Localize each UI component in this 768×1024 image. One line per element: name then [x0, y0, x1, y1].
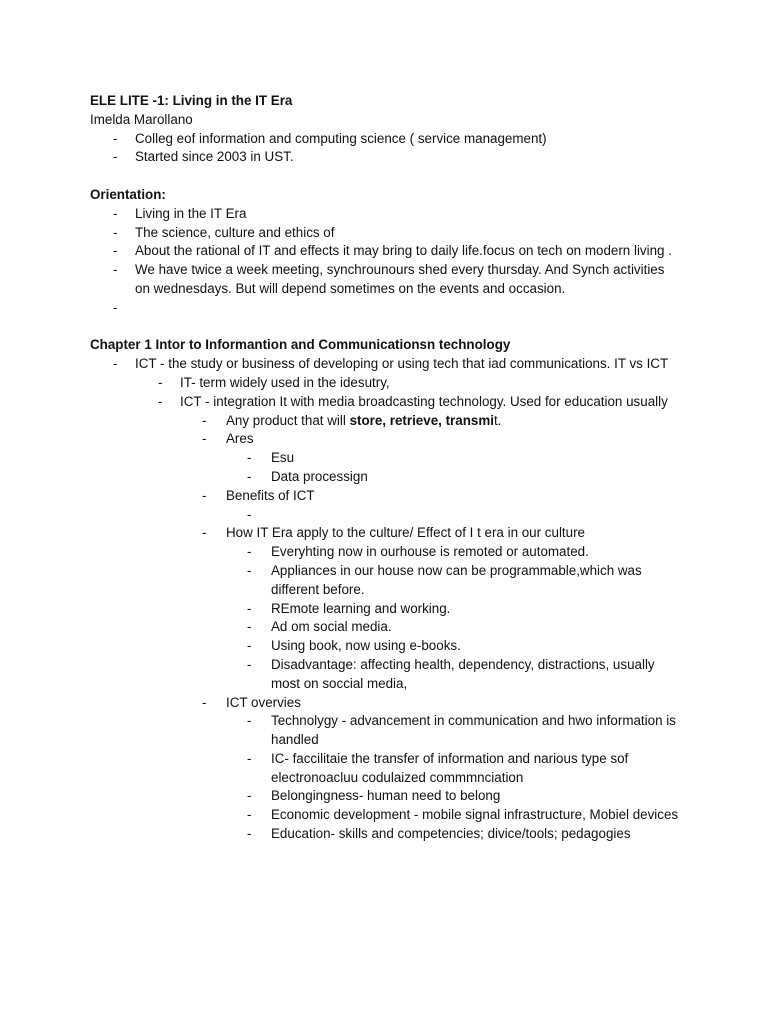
- product-text-before: Any product that will: [226, 412, 350, 428]
- list-item-text: REmote learning and working.: [271, 600, 451, 616]
- list-item-text: IT- term widely used in the idesutry,: [180, 374, 390, 390]
- list-item: [90, 637, 680, 656]
- list-item: [90, 355, 680, 374]
- bullet-dash: -: [247, 562, 252, 578]
- list-item-text: ICT - the study or business of developing or using tech that iad communications. IT vs ICT: [135, 356, 669, 372]
- list-item-text: Benefits of ICT: [226, 487, 315, 503]
- list-item: [90, 468, 680, 487]
- bullet-dash: -: [113, 224, 118, 240]
- list-item-text: ICT overvies: [226, 694, 301, 710]
- list-item-text: ICT - integration It with media broadcasting technology. Used for education usually: [180, 393, 668, 409]
- list-item: [90, 750, 680, 788]
- list-item-text: Using book, now using e-books.: [271, 638, 461, 654]
- list-item: [90, 205, 680, 224]
- bullet-dash: -: [247, 638, 252, 654]
- bullet-dash: -: [247, 656, 252, 672]
- list-item-text: Belongingness- human need to belong: [271, 788, 501, 804]
- product-text-after: t.: [493, 412, 502, 428]
- spacer: [90, 167, 680, 186]
- list-item-text: Education- skills and competencies; divice/tools; pedagogies: [271, 826, 631, 842]
- list-item: [90, 524, 680, 543]
- list-item-text: Living in the IT Era: [135, 205, 247, 221]
- list-item: [90, 374, 680, 393]
- list-item: [90, 600, 680, 619]
- bullet-dash: -: [113, 262, 118, 278]
- product-text-bold: store, retrieve, transmi: [349, 412, 494, 428]
- bullet-dash: -: [247, 600, 252, 616]
- list-item: [90, 224, 680, 243]
- list-item-text: [135, 299, 680, 318]
- bullet-dash: -: [113, 243, 118, 259]
- bullet-dash: -: [202, 694, 207, 710]
- list-item-text: How IT Era apply to the culture/ Effect of I t era in our culture: [226, 525, 585, 541]
- list-item: [90, 506, 680, 525]
- list-item: [90, 712, 680, 750]
- bullet-dash: -: [158, 393, 163, 409]
- list-item: [90, 430, 680, 449]
- bullet-dash: -: [202, 431, 207, 447]
- list-item-text: Ad om social media.: [271, 619, 392, 635]
- list-item-text: Ares: [226, 431, 254, 447]
- bullet-dash: -: [247, 788, 252, 804]
- list-item-text: We have twice a week meeting, synchrounours shed every thursday. And Synch activities on wednesdays. But will depend sometimes on the events and occasion.: [135, 262, 665, 296]
- list-item: [90, 694, 680, 713]
- list-item-text: Started since 2003 in UST.: [135, 149, 294, 165]
- list-item-text: Disadvantage: affecting health, dependency, distractions, usually most on soccial media,: [271, 656, 655, 691]
- bullet-dash: -: [247, 826, 252, 842]
- bullet-dash: -: [113, 356, 118, 372]
- list-item-text: Everyhting now in ourhouse is remoted or automated.: [271, 544, 589, 560]
- bullet-dash: -: [247, 807, 252, 823]
- document-body: [90, 92, 680, 844]
- list-item: [90, 656, 680, 694]
- list-item: [90, 148, 680, 167]
- bullet-dash: -: [247, 713, 252, 729]
- bullet-dash: -: [202, 412, 207, 428]
- section-heading: Orientation:: [90, 186, 166, 202]
- list-item-text: The science, culture and ethics of: [135, 224, 335, 240]
- document-title: ELE LITE -1: Living in the IT Era: [90, 93, 293, 108]
- bullet-dash: -: [113, 205, 118, 221]
- list-item: [90, 543, 680, 562]
- list-item-text: Technolygy - advancement in communication and hwo information is handled: [271, 713, 676, 748]
- list-item: [90, 487, 680, 506]
- bullet-dash: -: [113, 149, 118, 165]
- list-item-text: Esu: [271, 450, 295, 466]
- bullet-dash: -: [247, 506, 252, 522]
- list-item-text: About the rational of IT and effects it may bring to daily life.focus on tech on modern living .: [135, 243, 672, 259]
- list-item-text: Appliances in our house now can be programmable,which was different before.: [271, 562, 642, 597]
- bullet-dash: -: [247, 544, 252, 560]
- list-item-text: IC- faccilitaie the transfer of information and narious type sof electronoacluu codulaized commmnciation: [271, 750, 629, 785]
- list-item: [90, 299, 680, 318]
- bullet-dash: -: [158, 374, 163, 390]
- list-item: [90, 618, 680, 637]
- chapter-heading: Chapter 1 Intor to Informantion and Communicationsn technology: [90, 337, 511, 353]
- list-item-text: Economic development - mobile signal infrastructure, Mobiel devices: [271, 807, 679, 823]
- list-item-text: Colleg eof information and computing science ( service management): [135, 130, 547, 146]
- bullet-dash: -: [247, 750, 252, 766]
- bullet-dash: -: [247, 468, 252, 484]
- bullet-dash: -: [247, 619, 252, 635]
- spacer: [90, 318, 680, 337]
- bullet-dash: -: [247, 450, 252, 466]
- list-item: [90, 449, 680, 468]
- list-item-text: [226, 412, 680, 431]
- list-item: [90, 242, 680, 261]
- bullet-dash: -: [202, 525, 207, 541]
- list-item: [90, 412, 680, 431]
- bullet-dash: -: [202, 487, 207, 503]
- list-item: [90, 261, 680, 299]
- bullet-dash: -: [113, 130, 118, 146]
- instructor-name: Imelda Marollano: [90, 111, 193, 127]
- list-item: [90, 562, 680, 600]
- list-item-text: [271, 506, 680, 525]
- list-item-text: Data processign: [271, 468, 368, 484]
- list-item: [90, 787, 680, 806]
- list-item: [90, 393, 680, 412]
- list-item: [90, 825, 680, 844]
- bullet-dash: -: [113, 299, 118, 315]
- list-item: [90, 806, 680, 825]
- list-item: [90, 130, 680, 149]
